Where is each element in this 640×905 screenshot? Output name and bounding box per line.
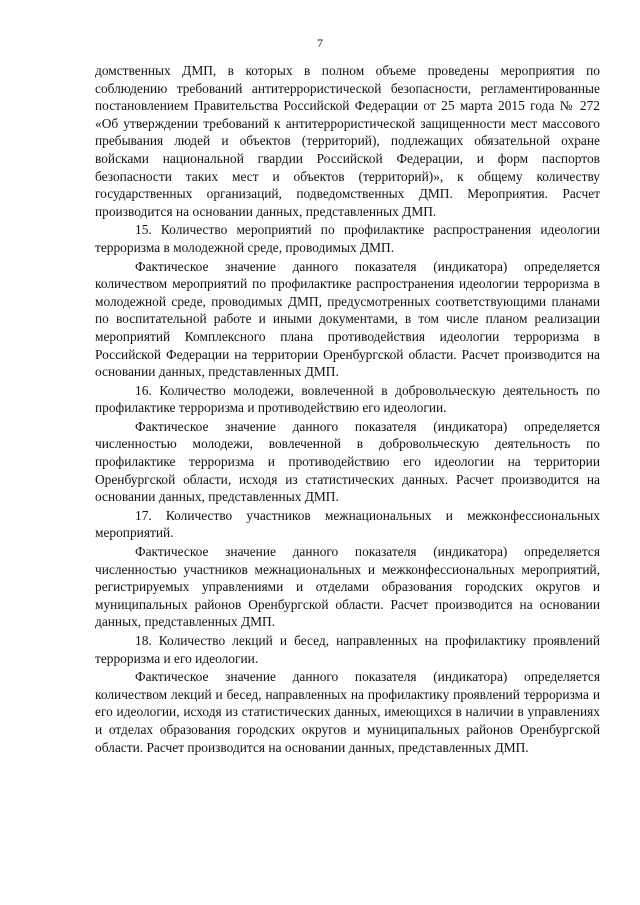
document-body (95, 62, 600, 757)
page-number: 7 (317, 36, 323, 50)
indicator-16-heading: 16. Количество молодежи, вовлеченной в добровольческую деятельность по профилактике терроризма и противодействию его идеологии. (95, 382, 600, 416)
indicator-17-heading: 17. Количество участников межнациональных и межконфессиональных мероприятий. (95, 507, 600, 541)
indicator-15-description: Фактическое значение данного показателя (индикатора) определяется количеством мероприятий по профилактике распространения идеологии терроризма в молодежной среде, проводимых ДМП, предусмотренных соответствующими планами по воспитательной работе и иными документами, в том числе планом реализации мероприятий Комплексного плана противодействия идеологии терроризма в Российской Федерации на территории Оренбургской области. Расчет производится на основании данных, представленных ДМП. (95, 258, 600, 380)
indicator-18-heading: 18. Количество лекций и бесед, направленных на профилактику проявлений терроризма и его идеологии. (95, 633, 600, 666)
indicator-18-description: Фактическое значение данного показателя (индикатора) определяется количеством лекций и бесед, направленных на профилактику проявлений терроризма и его идеологии, исходя из статистических данных, имеющихся в наличии в управлениях и отделах образования городских округов и муниципальных районов Оренбургской области. Расчет производится на основании данных, представленных ДМП. (95, 669, 600, 755)
indicator-17-description: Фактическое значение данного показателя (индикатора) определяется численностью участников межнациональных и межконфессиональных мероприятий, регистрируемых управлениями и отделами образования городских округов и муниципальных районов Оренбургской области. Расчет производится на основании данных, представленных ДМП. (95, 544, 600, 630)
indicator-15-heading: 15. Количество мероприятий по профилактике распространения идеологии терроризма в молодежной среде, проводимых ДМП. (95, 222, 600, 255)
indicator-16-description: Фактическое значение данного показателя (индикатора) определяется численностью молодежи, вовлеченной в добровольческую деятельность по профилактике терроризма и противодействию его идеологии на территории Оренбургской области, исходя из статистических данных. Расчет производится на основании данных, представленных ДМП. (95, 418, 600, 505)
paragraph-continuation: домственных ДМП, в которых в полном объеме проведены мероприятия по соблюдению требований антитеррористической безопасности, регламентированные постановлением Правительства Российской Федерации от 25 марта 2015 года № 272 «Об утверждении требований к антитеррористической защищенности мест массового пребывания людей и объектов (территорий), подлежащих обязательной охране войсками национальной гвардии Российской Федерации, и форм паспортов безопасности таких мест и объектов (территорий)», к общему количеству государственных организаций, подведомственных ДМП. Мероприятия. Расчет производится на основании данных, представленных ДМП. (95, 63, 600, 219)
